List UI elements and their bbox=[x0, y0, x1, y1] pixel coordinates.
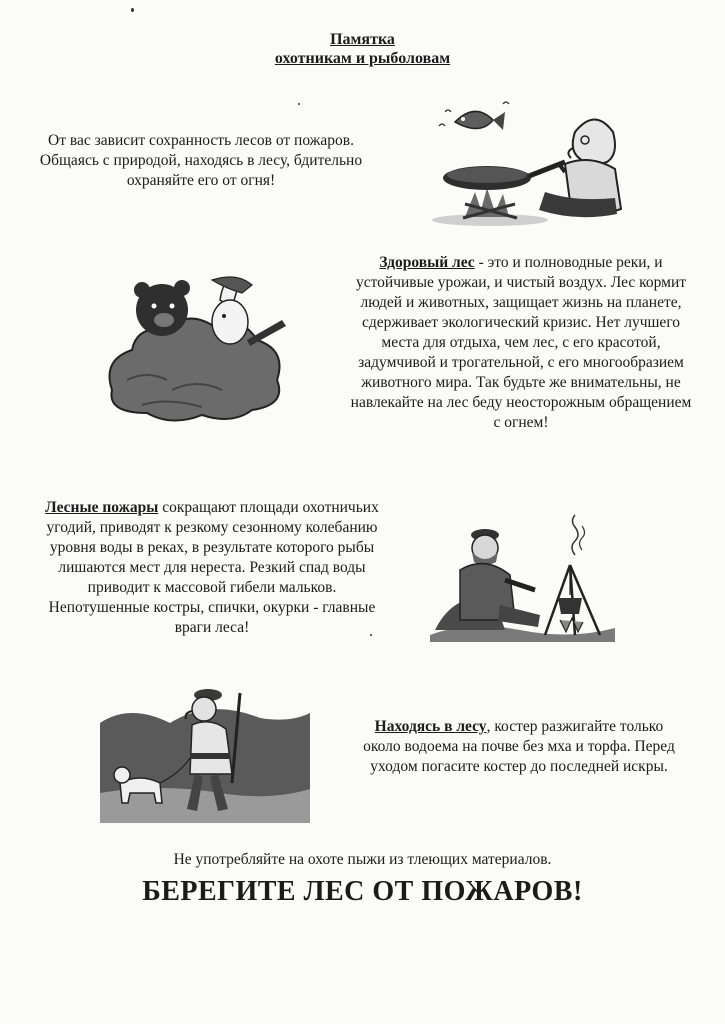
forest-fires-paragraph bbox=[40, 498, 384, 638]
scan-speck bbox=[131, 8, 134, 12]
hunter-with-dog-illustration bbox=[100, 683, 310, 823]
healthy-forest-heading: Здоровый лес bbox=[379, 254, 475, 271]
title-line-2: охотникам и рыболовам bbox=[274, 50, 451, 67]
fisherman-frying-fish-illustration bbox=[425, 92, 625, 227]
in-forest-heading: Находясь в лесу bbox=[374, 718, 487, 735]
bear-and-hare-illustration bbox=[102, 270, 292, 430]
forest-fires-heading: Лесные пожары bbox=[45, 499, 159, 516]
footer-note: Не употребляйте на охоте пыжи из тлеющих материалов. bbox=[173, 851, 552, 868]
title-line-1: Памятка bbox=[330, 31, 395, 48]
campfire-man-illustration bbox=[430, 510, 620, 650]
page-title bbox=[0, 30, 725, 68]
scan-speck bbox=[370, 634, 372, 636]
intro-paragraph bbox=[38, 131, 364, 191]
forest-fires-text: сокращают площади охотничьих угодий, приводят к резкому сезонному колебанию уровня воды в реках, в результате которого рыбы лишаются мест для нереста. Резкий спад воды приводит к массовой гибели мальков. Непотушенные костры, спички, окурки - главные враги леса! bbox=[46, 499, 379, 636]
footer-slogan: БЕРЕГИТЕ ЛЕС ОТ ПОЖАРОВ! bbox=[142, 876, 583, 907]
in-forest-paragraph bbox=[360, 717, 678, 777]
scan-speck bbox=[298, 103, 300, 105]
intro-text: От вас зависит сохранность лесов от пожаров. Общаясь с природой, находясь в лесу, бдительно охраняйте его от огня! bbox=[39, 132, 363, 189]
in-forest-text: , костер разжигайте только около водоема на почве без мха и торфа. Перед уходом погасите костер до последней искры. bbox=[363, 718, 675, 775]
healthy-forest-text: - это и полноводные реки, и устойчивые урожаи, и чистый воздух. Лес кормит людей и животных, защищает жизнь на планете, сдерживает экологический кризис. Нет лучшего места для отдыха, чем лес, с его красотой, задумчивой и трогательной, с его многообразием животного мира. Так будьте же внимательны, не навлекайте на лес беду неосторожным обращением с огнем! bbox=[350, 254, 692, 431]
healthy-forest-paragraph bbox=[348, 253, 694, 433]
